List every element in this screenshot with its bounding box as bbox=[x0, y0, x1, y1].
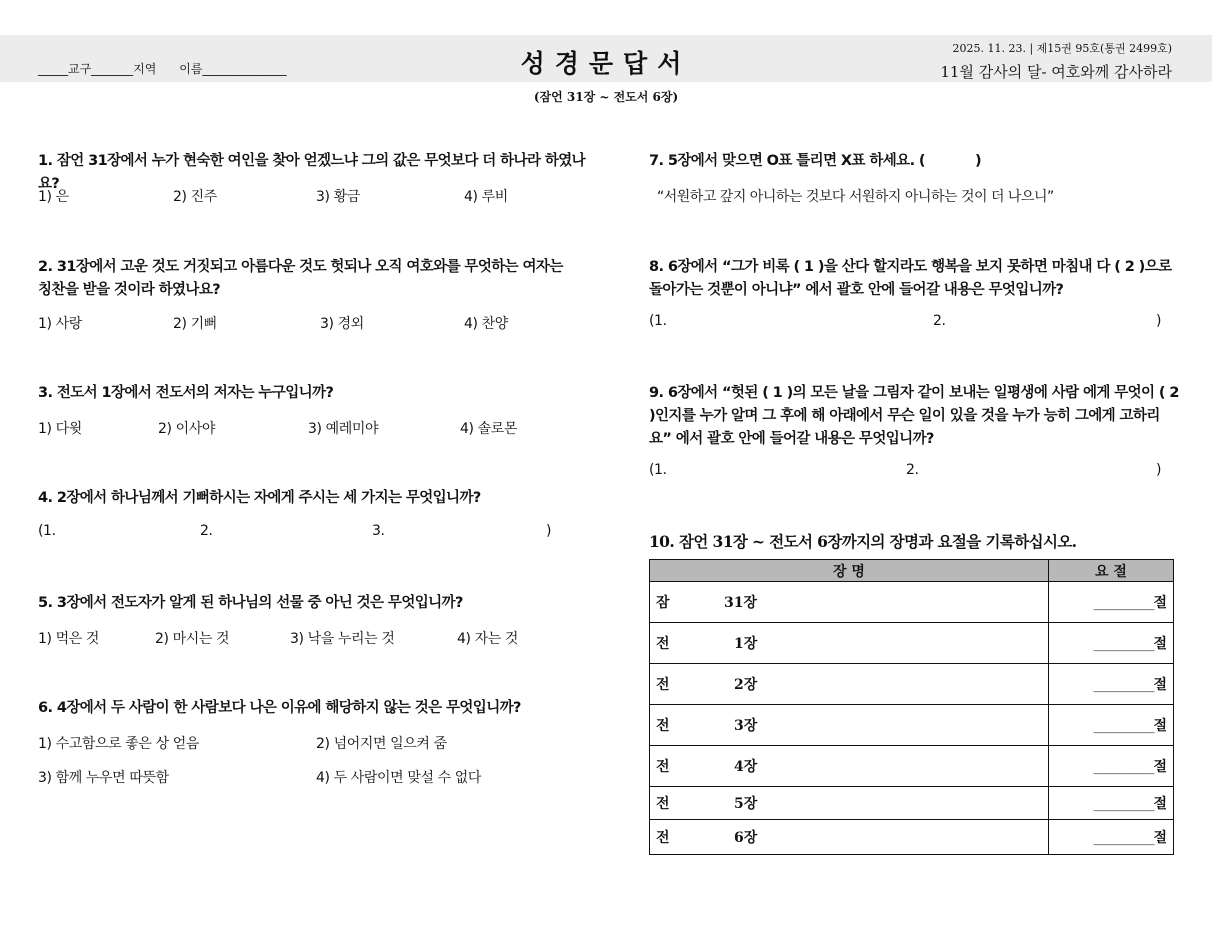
page-subtitle: (잠언 31장 ~ 전도서 6장) bbox=[533, 90, 679, 104]
q8-blank-2: 2. bbox=[933, 313, 946, 329]
book-name: 전 bbox=[656, 830, 670, 846]
page-title: 성경문답서 bbox=[520, 49, 692, 78]
table-row bbox=[650, 623, 1174, 664]
verse-suffix: 절 bbox=[1153, 796, 1167, 812]
book-name: 전 bbox=[656, 759, 670, 775]
table-row bbox=[650, 746, 1174, 787]
q1-option-3: 3) 황금 bbox=[316, 189, 360, 205]
book-name: 전 bbox=[656, 718, 670, 734]
q5-option-3: 3) 낙을 누리는 것 bbox=[290, 631, 395, 647]
verse-suffix: 절 bbox=[1153, 830, 1167, 846]
monthly-theme: 11월 감사의 달- 여호와께 감사하라 bbox=[940, 63, 1172, 81]
chapter-verse-table bbox=[649, 559, 1174, 855]
book-name: 전 bbox=[656, 796, 670, 812]
chapter-number: 1장 bbox=[734, 636, 758, 652]
q6-option-3: 3) 함께 누우면 따뜻함 bbox=[38, 770, 169, 786]
question-6: 6. 4장에서 두 사람이 한 사람보다 나은 이유에 해당하지 않는 것은 무엇입니까? bbox=[38, 700, 521, 716]
table-row bbox=[650, 664, 1174, 705]
verse-blank[interactable]: __________ bbox=[1093, 796, 1154, 812]
q7-quote: “서원하고 갚지 아니하는 것보다 서원하지 아니하는 것이 더 나으니” bbox=[657, 189, 1054, 205]
q5-option-2: 2) 마시는 것 bbox=[155, 631, 230, 647]
q1-option-4: 4) 루비 bbox=[464, 189, 508, 205]
q4-blank-3: 3. bbox=[372, 523, 385, 539]
q4-close-paren: ) bbox=[546, 523, 552, 539]
q2-option-1: 1) 사랑 bbox=[38, 316, 82, 332]
verse-suffix: 절 bbox=[1153, 759, 1167, 775]
question-7: 7. 5장에서 맞으면 O표 틀리면 X표 하세요. ( bbox=[649, 153, 925, 169]
q7-close-paren: ) bbox=[975, 153, 982, 169]
name-fill-line: _____교구_______지역 이름______________ bbox=[38, 62, 287, 76]
q2-option-4: 4) 찬양 bbox=[464, 316, 508, 332]
chapter-number: 2장 bbox=[734, 677, 758, 693]
q4-blank-2: 2. bbox=[200, 523, 213, 539]
table-row bbox=[650, 787, 1174, 820]
verse-suffix: 절 bbox=[1153, 677, 1167, 693]
q6-option-4: 4) 두 사람이면 맞설 수 없다 bbox=[316, 770, 482, 786]
q5-option-1: 1) 먹은 것 bbox=[38, 631, 100, 647]
q2-option-3: 3) 경외 bbox=[320, 316, 364, 332]
verse-blank[interactable]: __________ bbox=[1093, 718, 1154, 734]
question-2: 2. 31장에서 고운 것도 거짓되고 아름다운 것도 헛되나 오직 여호와를 무엇하는 여자는 칭찬을 받을 것이라 하였나요? bbox=[38, 259, 563, 298]
verse-suffix: 절 bbox=[1153, 718, 1167, 734]
book-name: 잠 bbox=[656, 595, 670, 611]
q1-option-1: 1) 은 bbox=[38, 189, 69, 205]
q9-blank-2: 2. bbox=[906, 462, 919, 478]
question-4: 4. 2장에서 하나님께서 기뻐하시는 자에게 주시는 세 가지는 무엇입니까? bbox=[38, 490, 481, 506]
column-header-chapter: 장 명 bbox=[650, 560, 1049, 582]
table-row bbox=[650, 820, 1174, 855]
table-row bbox=[650, 582, 1174, 623]
question-9: 9. 6장에서 “헛된 ( 1 )의 모든 날을 그림자 같이 보내는 일평생에 사람 에게 무엇이 ( 2 )인지를 누가 알며 그 후에 해 아래에서 무슨 일이 있을 것을 누가 능히 그에게 고하리요” 에서 괄호 안에 들어갈 내용은 무엇입니까? bbox=[649, 385, 1179, 447]
book-name: 전 bbox=[656, 677, 670, 693]
q2-option-2: 2) 기뻐 bbox=[173, 316, 217, 332]
column-header-verse: 요 절 bbox=[1049, 560, 1174, 582]
issue-info: 2025. 11. 23. | 제15권 95호(통권 2499호) bbox=[952, 42, 1172, 55]
verse-suffix: 절 bbox=[1153, 636, 1167, 652]
verse-blank[interactable]: __________ bbox=[1093, 677, 1154, 693]
chapter-number: 31장 bbox=[724, 595, 758, 611]
verse-blank[interactable]: __________ bbox=[1093, 595, 1154, 611]
question-1: 1. 잠언 31장에서 누가 현숙한 여인을 찾아 얻겠느냐 그의 값은 무엇보다 더 하나라 하였나요? bbox=[38, 153, 586, 192]
q8-close-paren: ) bbox=[1156, 313, 1162, 329]
verse-suffix: 절 bbox=[1153, 595, 1167, 611]
q6-option-1: 1) 수고함으로 좋은 상 얻음 bbox=[38, 736, 200, 752]
q3-option-1: 1) 다윗 bbox=[38, 421, 82, 437]
question-5: 5. 3장에서 전도자가 알게 된 하나님의 선물 중 아닌 것은 무엇입니까? bbox=[38, 595, 463, 611]
q1-option-2: 2) 진주 bbox=[173, 189, 217, 205]
question-3: 3. 전도서 1장에서 전도서의 저자는 누구입니까? bbox=[38, 385, 334, 401]
question-8: 8. 6장에서 “그가 비록 ( 1 )을 산다 할지라도 행복을 보지 못하면 마침내 다 ( 2 )으로 돌아가는 것뿐이 아니냐” 에서 괄호 안에 들어갈 내용은 무엇입니까? bbox=[649, 259, 1172, 298]
verse-blank[interactable]: __________ bbox=[1093, 759, 1154, 775]
chapter-number: 4장 bbox=[734, 759, 758, 775]
q8-blank-1: (1. bbox=[649, 313, 667, 329]
chapter-number: 6장 bbox=[734, 830, 758, 846]
verse-blank[interactable]: __________ bbox=[1093, 830, 1154, 846]
q9-close-paren: ) bbox=[1156, 462, 1162, 478]
question-10: 10. 잠언 31장 ~ 전도서 6장까지의 장명과 요절을 기록하십시오. bbox=[649, 532, 1077, 551]
q3-option-4: 4) 솔로몬 bbox=[460, 421, 517, 437]
chapter-number: 5장 bbox=[734, 796, 758, 812]
q9-blank-1: (1. bbox=[649, 462, 667, 478]
q3-option-3: 3) 예레미야 bbox=[308, 421, 379, 437]
q5-option-4: 4) 자는 것 bbox=[457, 631, 519, 647]
table-row bbox=[650, 705, 1174, 746]
q6-option-2: 2) 넘어지면 일으켜 줌 bbox=[316, 736, 447, 752]
chapter-number: 3장 bbox=[734, 718, 758, 734]
book-name: 전 bbox=[656, 636, 670, 652]
q3-option-2: 2) 이사야 bbox=[158, 421, 215, 437]
q4-blank-1: (1. bbox=[38, 523, 56, 539]
verse-blank[interactable]: __________ bbox=[1093, 636, 1154, 652]
